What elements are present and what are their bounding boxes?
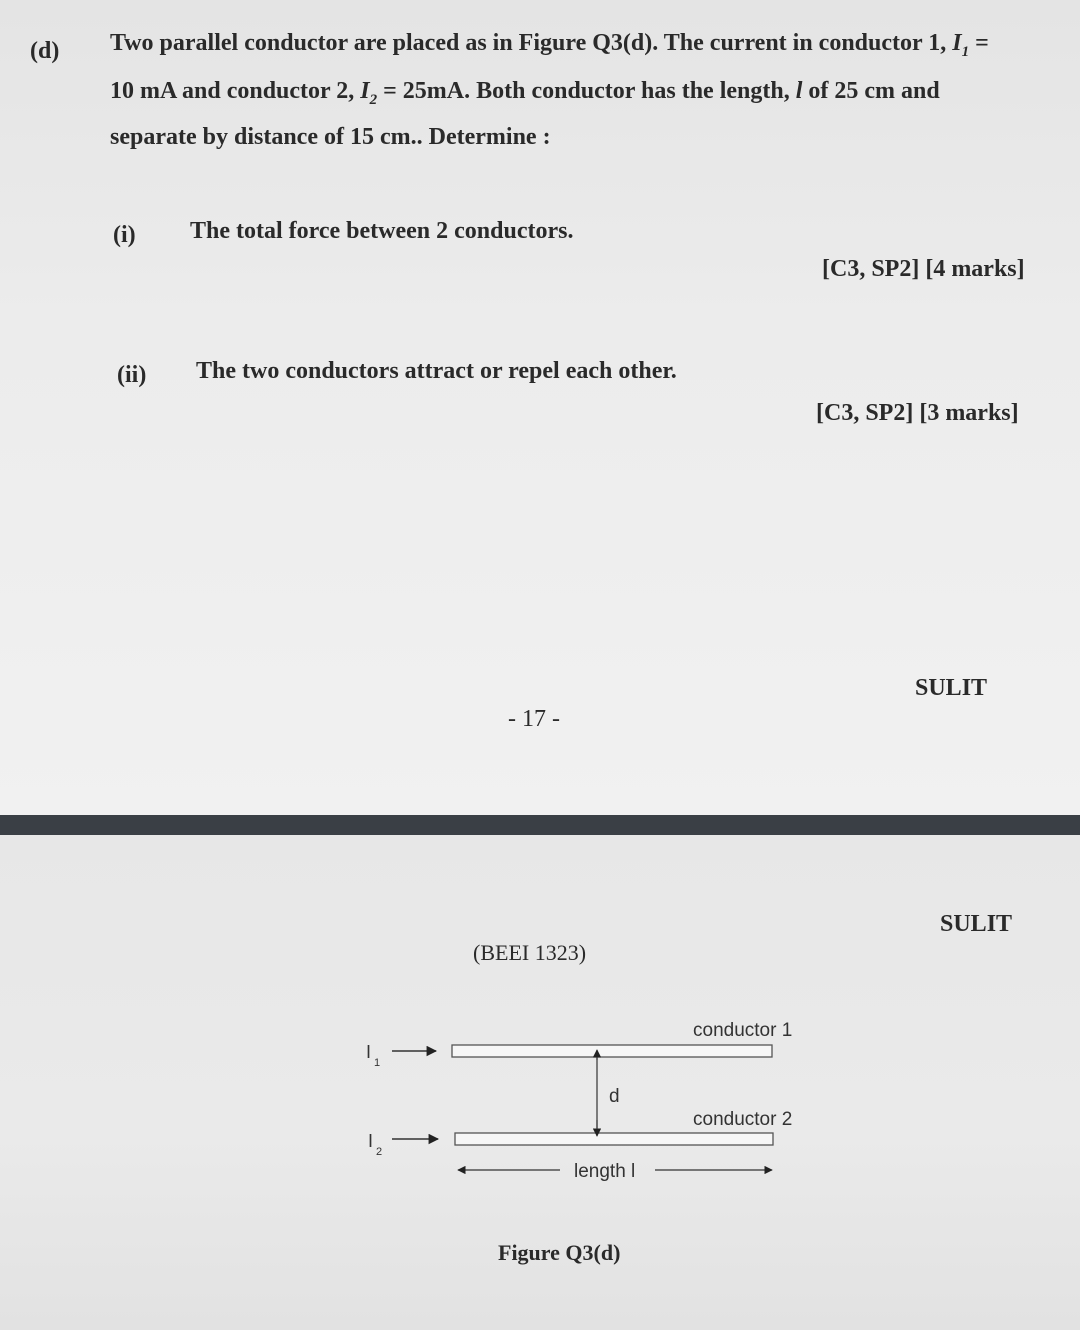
- part-ii-label: (ii): [117, 362, 147, 388]
- current-1-label: I: [366, 1042, 372, 1062]
- part-i-marks: [C3, SP2] [4 marks]: [822, 256, 1025, 282]
- part-i-label: (i): [113, 222, 136, 248]
- current-1-symbol: I: [952, 30, 962, 56]
- conductor-1-label: conductor 1: [693, 1020, 793, 1041]
- question-line-2-a: 10 mA and conductor 2,: [110, 78, 361, 104]
- part-ii-marks: [C3, SP2] [3 marks]: [816, 400, 1019, 426]
- current-2-sub: 2: [369, 91, 378, 108]
- current-2-symbol: I: [360, 78, 370, 104]
- question-line-2-b: = 25mA. Both conductor has the length,: [377, 78, 796, 104]
- length-symbol: l: [795, 78, 803, 104]
- current-2-label-sub: 2: [376, 1146, 383, 1158]
- current-1-sub: 1: [961, 43, 970, 60]
- page2-status: SULIT: [940, 911, 1013, 937]
- figure-caption: Figure Q3(d): [498, 1240, 621, 1265]
- course-code: (BEEI 1323): [473, 940, 587, 965]
- conductor-2-label: conductor 2: [693, 1109, 793, 1130]
- current-2-label: I: [368, 1131, 374, 1151]
- length-label: length l: [574, 1161, 636, 1182]
- question-line-1-post: . The current in conductor 1,: [652, 30, 953, 56]
- current-1-label-sub: 1: [374, 1057, 381, 1069]
- figure-reference: Figure Q3(d): [518, 30, 653, 56]
- page1-status: SULIT: [915, 675, 988, 701]
- page-number: - 17 -: [508, 706, 560, 732]
- conductor-2-bar: [455, 1133, 773, 1145]
- distance-label: d: [609, 1086, 620, 1107]
- question-line-1-end: =: [969, 30, 989, 56]
- part-ii-text: The two conductors attract or repel each other.: [196, 358, 677, 384]
- question-line-3: separate by distance of 15 cm.. Determine :: [110, 124, 551, 150]
- question-label: (d): [30, 38, 60, 64]
- question-line-1-pre: Two parallel conductor are placed as in: [110, 30, 519, 56]
- part-i-text: The total force between 2 conductors.: [190, 218, 574, 244]
- conductor-1-bar: [452, 1045, 772, 1057]
- question-line-2-c: of 25 cm and: [802, 78, 940, 104]
